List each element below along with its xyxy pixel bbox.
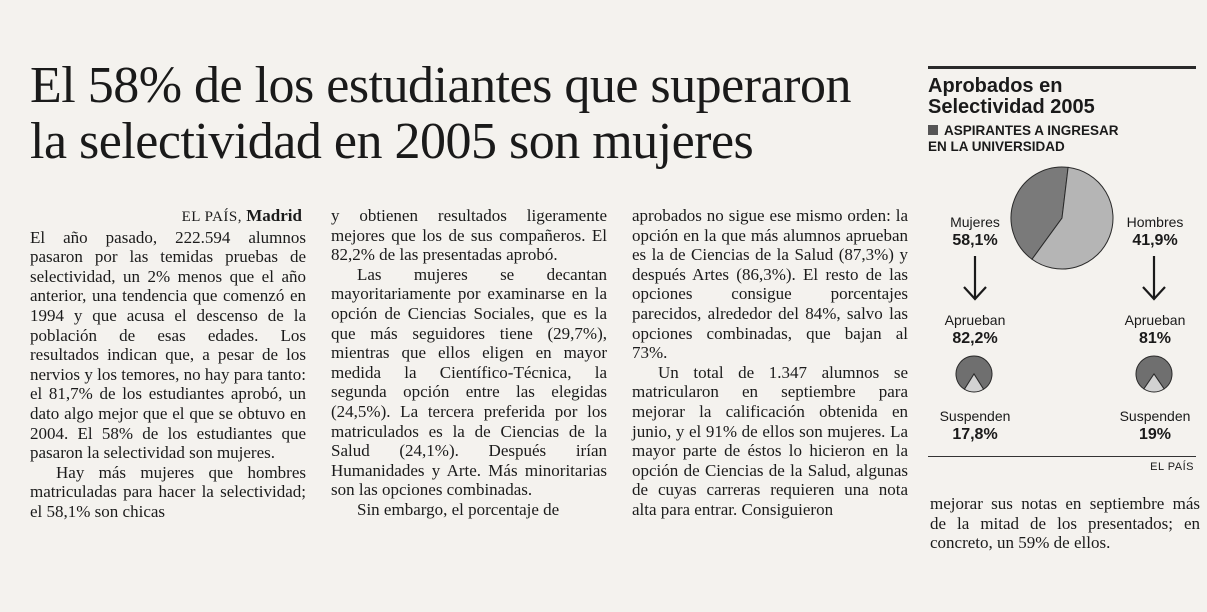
arrow-down-icon-hombres: [1143, 256, 1165, 299]
small-pies: [956, 356, 1172, 392]
label-suspenden-mujeres: Suspenden: [939, 408, 1011, 424]
infographic-title-line-2: Selectividad 2005: [928, 96, 1095, 118]
article-column-3: [632, 206, 908, 520]
headline-line-2: la selectividad en 2005 son mujeres: [30, 113, 754, 170]
value-aprueban-hombres: 81%: [1138, 330, 1172, 347]
value-mujeres: 58,1%: [952, 232, 998, 249]
arrow-down-icon-mujeres: [964, 256, 986, 299]
infographic-subtitle-line-2: EN LA UNIVERSIDAD: [928, 139, 1065, 154]
paragraph: Hay más mujeres que hombres matriculadas para hacer la selectividad; el 58,1% son chicas: [30, 462, 306, 521]
paragraph: Sin embargo, el porcentaje de: [357, 499, 560, 519]
label-suspenden-hombres: Suspenden: [1119, 408, 1191, 424]
value-suspenden-hombres: 19%: [1138, 426, 1172, 443]
headline: [30, 58, 910, 170]
article-column-2: [331, 206, 607, 520]
infographic-bottom-rule: [928, 456, 1196, 457]
paragraph: mejorar sus notas en septiembre más de la mitad de los presentados; en concreto, un 59% de ellos.: [930, 494, 1200, 553]
infographic-top-rule: [928, 66, 1196, 69]
label-hombres: Hombres: [1126, 214, 1184, 230]
small-pie-hombres: [1136, 356, 1172, 392]
infographic-title-line-1: Aprobados en: [928, 75, 1063, 97]
small-pie-mujeres: [956, 356, 992, 392]
square-bullet-icon: [928, 125, 938, 135]
paragraph: aprobados no sigue ese mismo orden: la opción en la que más alumnos aprueban es la de Ciencias de la Salud (87,3%) y después Artes (86,3%). El resto de las opciones consigue porcentajes parecidos, alrededor del 84%, salvo las opciones combinadas, que bajan al 73%.: [632, 206, 908, 363]
byline-city: Madrid: [246, 206, 302, 225]
main-pie: [1011, 167, 1113, 269]
paragraph: y obtienen resultados ligeramente mejores que los de sus compañeros. El 82,2% de las presentadas aprobó.: [331, 206, 607, 265]
label-mujeres: Mujeres: [950, 214, 1000, 230]
value-suspenden-mujeres: 17,8%: [952, 426, 998, 443]
paragraph: Las mujeres se decantan mayoritariamente por examinarse en la opción de Ciencias Sociales, que es la que más seguidores tiene (29,7%), mientras que ellos eligen en mayor medida la Científico-Técnica, la segunda opción entre las elegidas (24,5%). La tercera preferida por los matriculados es la de Ciencias de la Salud (24,1%). Después irían Humanidades y Arte. Más minoritarias son las opciones combinadas.: [331, 264, 607, 500]
byline: [30, 206, 306, 228]
paragraph: Un total de 1.347 alumnos se matricularon en septiembre para mejorar la calificación obtenida en junio, y el 91% de ellos son mujeres. La mayor parte de éstos lo hicieron en la opción de Ciencias de la Salud, algunas de cuyas carreras requieren una nota alta para entrar. Consiguieron: [632, 362, 908, 519]
label-aprueban-hombres: Aprueban: [1124, 312, 1186, 328]
headline-line-1: El 58% de los estudiantes que superaron: [30, 57, 851, 114]
value-hombres: 41,9%: [1132, 232, 1178, 249]
infographic: [928, 66, 1196, 480]
article-column-1: [30, 206, 306, 522]
value-aprueban-mujeres: 82,2%: [952, 330, 998, 347]
infographic-title: [928, 76, 1196, 118]
label-aprueban-mujeres: Aprueban: [944, 312, 1006, 328]
byline-agency: EL PAÍS,: [181, 209, 243, 225]
infographic-credit: EL PAÍS: [1150, 461, 1194, 473]
paragraph: El año pasado, 222.594 alumnos pasaron por las temidas pruebas de selectividad, un 2% menos que el año anterior, una tendencia que comenzó en 1994 y que acusa el descenso de la población de esas edades. Los resultados indican que, a pesar de los nervios y los temores, no hay para tanto: el 81,7% de los estudiantes aprobó, un dato algo mejor que el que se obtuvo en 2004. El 58% de los estudiantes que pasaron la selectividad son mujeres.: [30, 227, 306, 463]
article-column-4: [930, 494, 1200, 553]
infographic-subtitle-line-1: ASPIRANTES A INGRESAR: [944, 123, 1119, 138]
